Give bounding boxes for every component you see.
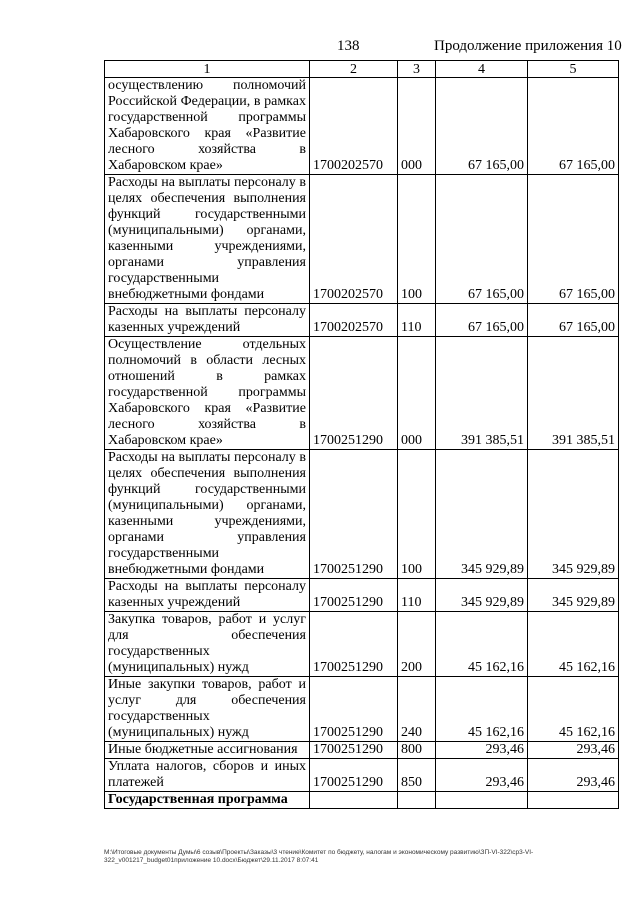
amount-cell: 67 165,00 (436, 175, 528, 304)
row-description: Уплата налогов, сборов и иных платежей (105, 759, 310, 792)
target-article-code: 1700251290 (310, 337, 398, 450)
row-description: Закупка товаров, работ и услуг для обеспечения государственных (муниципальных) нужд (105, 612, 310, 677)
amount-cell: 67 165,00 (528, 78, 619, 175)
amount-cell (436, 792, 528, 809)
table-row (105, 175, 619, 304)
table-row (105, 677, 619, 742)
amount-cell: 293,46 (528, 742, 619, 759)
amount-cell: 345 929,89 (436, 579, 528, 612)
column-header: 1 (105, 61, 310, 78)
target-article-code: 1700251290 (310, 677, 398, 742)
table-row (105, 450, 619, 579)
row-description: Осуществление отдельных полномочий в области лесных отношений в рамках государственной программы Хабаровского края «Развитие лесного хозяйства в Хабаровском крае» (105, 337, 310, 450)
expense-type-code: 000 (398, 78, 436, 175)
amount-cell (528, 792, 619, 809)
amount-cell: 67 165,00 (436, 304, 528, 337)
table-row (105, 304, 619, 337)
column-header: 2 (310, 61, 398, 78)
amount-cell: 345 929,89 (528, 450, 619, 579)
target-article-code (310, 792, 398, 809)
expense-type-code: 100 (398, 175, 436, 304)
amount-cell: 391 385,51 (436, 337, 528, 450)
row-description: Государственная программа (105, 792, 310, 809)
expense-type-code: 200 (398, 612, 436, 677)
target-article-code: 1700251290 (310, 759, 398, 792)
expense-type-code: 110 (398, 304, 436, 337)
target-article-code: 1700251290 (310, 450, 398, 579)
amount-cell: 293,46 (528, 759, 619, 792)
document-path-footer: М:\Итоговые документы Думы\6 созыв\Проекты\Заказы\3 чтение\Комитет по бюджету, налогам и экономическому развитию\ЗП-VI-322\ср3-VI-322_v001217_budget01приложение 10.docx\Бюджет\29.11.2017 8:07:41 (104, 849, 534, 864)
target-article-code: 1700251290 (310, 612, 398, 677)
expense-type-code: 800 (398, 742, 436, 759)
table-header-row (105, 61, 619, 78)
row-description: Расходы на выплаты персоналу в целях обеспечения выполнения функций государственными (муниципальными) органами, казенными учреждениями, органами управления государственными внебюджетными фондами (105, 175, 310, 304)
expense-type-code (398, 792, 436, 809)
expense-type-code: 100 (398, 450, 436, 579)
target-article-code: 1700202570 (310, 304, 398, 337)
table-row (105, 612, 619, 677)
row-description: Иные бюджетные ассигнования (105, 742, 310, 759)
target-article-code: 1700251290 (310, 579, 398, 612)
table-row (105, 742, 619, 759)
amount-cell: 67 165,00 (528, 304, 619, 337)
expense-type-code: 110 (398, 579, 436, 612)
expense-type-code: 000 (398, 337, 436, 450)
page-number: 138 (337, 38, 360, 54)
amount-cell: 293,46 (436, 759, 528, 792)
column-header: 5 (528, 61, 619, 78)
continuation-label: Продолжение приложения 10 (434, 38, 622, 54)
row-description: Расходы на выплаты персоналу казенных учреждений (105, 304, 310, 337)
table-row (105, 579, 619, 612)
amount-cell: 67 165,00 (528, 175, 619, 304)
amount-cell: 293,46 (436, 742, 528, 759)
table-row (105, 337, 619, 450)
budget-table (104, 60, 619, 809)
table-body (105, 78, 619, 809)
amount-cell: 45 162,16 (436, 677, 528, 742)
row-description: осуществлению полномочий Российской Федерации, в рамках государственной программы Хабаровского края «Развитие лесного хозяйства в Хабаровском крае» (105, 78, 310, 175)
amount-cell: 345 929,89 (528, 579, 619, 612)
target-article-code: 1700251290 (310, 742, 398, 759)
amount-cell: 45 162,16 (528, 612, 619, 677)
column-header: 4 (436, 61, 528, 78)
column-header: 3 (398, 61, 436, 78)
amount-cell: 67 165,00 (436, 78, 528, 175)
amount-cell: 45 162,16 (528, 677, 619, 742)
amount-cell: 45 162,16 (436, 612, 528, 677)
row-description: Иные закупки товаров, работ и услуг для обеспечения государственных (муниципальных) нужд (105, 677, 310, 742)
expense-type-code: 850 (398, 759, 436, 792)
amount-cell: 391 385,51 (528, 337, 619, 450)
table-row (105, 759, 619, 792)
table-row (105, 792, 619, 809)
table-row (105, 78, 619, 175)
row-description: Расходы на выплаты персоналу казенных учреждений (105, 579, 310, 612)
expense-type-code: 240 (398, 677, 436, 742)
row-description: Расходы на выплаты персоналу в целях обеспечения выполнения функций государственными (муниципальными) органами, казенными учреждениями, органами управления государственными внебюджетными фондами (105, 450, 310, 579)
amount-cell: 345 929,89 (436, 450, 528, 579)
target-article-code: 1700202570 (310, 175, 398, 304)
target-article-code: 1700202570 (310, 78, 398, 175)
